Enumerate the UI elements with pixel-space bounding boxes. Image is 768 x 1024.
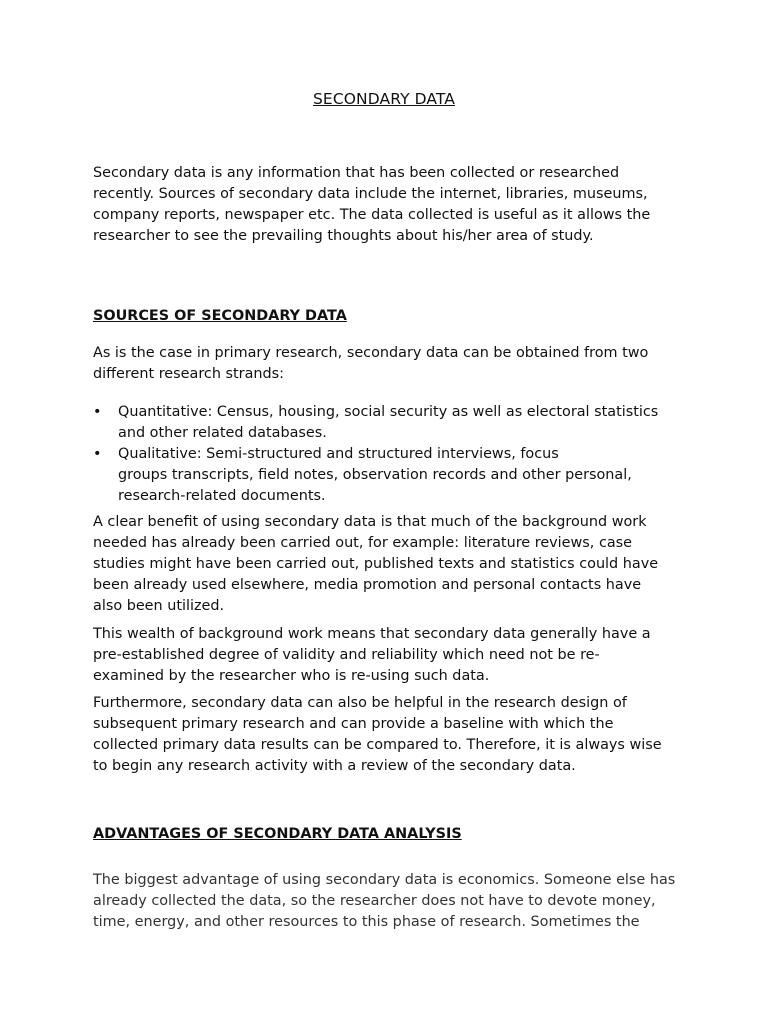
intro-paragraph	[93, 163, 683, 247]
text-line: collected primary data results can be compared to. Therefore, it is always wise	[93, 737, 662, 753]
text-line: studies might have been carried out, published texts and statistics could have	[93, 556, 659, 572]
benefit-paragraph	[93, 512, 683, 617]
text-line: been already used elsewhere, media promotion and personal contacts have	[93, 577, 642, 593]
text-line: Qualitative: Semi-structured and structured interviews, focus	[118, 446, 559, 462]
text-line: A clear benefit of using secondary data is that much of the background work	[93, 514, 647, 530]
text-line: needed has already been carried out, for example: literature reviews, case	[93, 535, 633, 551]
sources-bullet-list	[93, 402, 693, 507]
page-title: SECONDARY DATA	[312, 90, 456, 108]
text-line: also been utilized.	[93, 598, 225, 614]
text-line: groups transcripts, field notes, observation records and other personal,	[118, 467, 632, 483]
text-line: recently. Sources of secondary data include the internet, libraries, museums,	[93, 186, 648, 202]
sources-heading: SOURCES OF SECONDARY DATA	[93, 308, 347, 324]
text-line: The biggest advantage of using secondary data is economics. Someone else has	[93, 872, 676, 888]
list-item	[93, 402, 693, 444]
list-item	[93, 444, 693, 507]
text-line: researcher to see the prevailing thoughts about his/her area of study.	[93, 228, 594, 244]
advantages-heading: ADVANTAGES OF SECONDARY DATA ANALYSIS	[93, 826, 462, 842]
text-line: company reports, newspaper etc. The data collected is useful as it allows the	[93, 207, 651, 223]
text-line: pre-established degree of validity and reliability which need not be re-	[93, 647, 600, 663]
text-line: time, energy, and other resources to this phase of research. Sometimes the	[93, 914, 640, 930]
text-line: to begin any research activity with a review of the secondary data.	[93, 758, 576, 774]
text-line: and other related databases.	[118, 425, 327, 441]
text-line: already collected the data, so the researcher does not have to devote money,	[93, 893, 656, 909]
wealth-paragraph	[93, 624, 683, 687]
text-line: examined by the researcher who is re-using such data.	[93, 668, 490, 684]
text-line: This wealth of background work means that secondary data generally have a	[93, 626, 651, 642]
text-line: subsequent primary research and can provide a baseline with which the	[93, 716, 614, 732]
text-line: Furthermore, secondary data can also be helpful in the research design of	[93, 695, 627, 711]
advantages-paragraph	[93, 870, 683, 933]
text-line: As is the case in primary research, secondary data can be obtained from two	[93, 345, 649, 361]
text-line: research-related documents.	[118, 488, 326, 504]
text-line: Quantitative: Census, housing, social security as well as electoral statistics	[118, 404, 659, 420]
bullet-icon: •	[93, 446, 102, 462]
sources-lead-paragraph	[93, 343, 683, 385]
bullet-icon: •	[93, 404, 102, 420]
text-line: different research strands:	[93, 366, 284, 382]
furthermore-paragraph	[93, 693, 683, 777]
text-line: Secondary data is any information that has been collected or researched	[93, 165, 620, 181]
